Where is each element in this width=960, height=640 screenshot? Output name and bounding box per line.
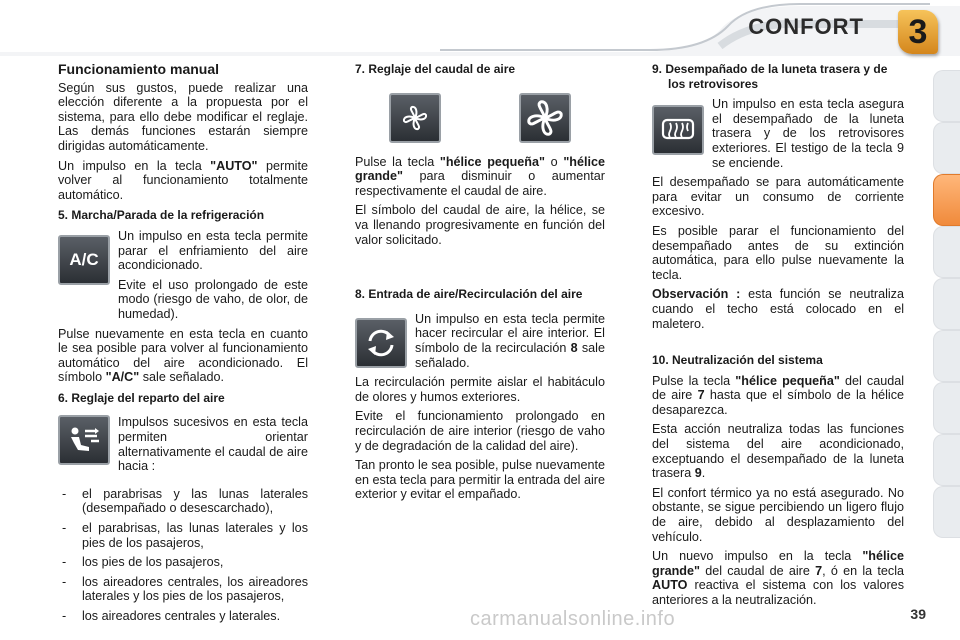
section-6-p1: Impulsos sucesivos en esta tecla permiten orientar alternativamente el caudal de aire hacia : bbox=[118, 415, 308, 474]
auto-paragraph bbox=[58, 159, 308, 203]
large-fan-icon bbox=[519, 93, 571, 143]
section-10-p2 bbox=[652, 422, 904, 480]
section-10-p3: El confort térmico ya no está asegurado. No obstante, se sigue percibiendo un ligero flujo de aire, debido al desplazamiento del vehículo. bbox=[652, 485, 904, 544]
section-5-p1: Un impulso en esta tecla permite parar el enfriamiento del aire acondicionado. bbox=[118, 228, 308, 273]
list-item: - los pies de los pasajeros, bbox=[58, 555, 308, 570]
side-tab-9[interactable] bbox=[933, 486, 960, 538]
section-9-p3: Es posible parar el funcionamiento del desempañado antes de su extinción automática, para ello pulse nuevamente la tecla. bbox=[652, 223, 904, 282]
auto-key-label: "AUTO" bbox=[210, 158, 258, 173]
side-tab-1[interactable] bbox=[933, 70, 960, 122]
s10-p1-number: 7 bbox=[697, 388, 705, 403]
s7-large-fan-label: "hélice grande" bbox=[355, 154, 605, 184]
recirculation-icon bbox=[355, 318, 407, 368]
air-distribution-icon bbox=[58, 415, 110, 465]
s8-p1-post: sale señalado. bbox=[415, 340, 605, 370]
section-7-title: 7. Reglaje del caudal de aire bbox=[355, 62, 516, 76]
side-tab-6[interactable] bbox=[933, 330, 960, 382]
section-6-title: 6. Reglaje del reparto del aire bbox=[58, 390, 225, 405]
recirculation-glyph bbox=[364, 326, 398, 360]
fan-buttons bbox=[355, 93, 605, 143]
section-5-title: 5. Marcha/Parada de la refrigeración bbox=[58, 208, 265, 223]
intro-paragraph: Según sus gustos, puede realizar una elección diferente a la propuesta por el sistema, para ello debe modificar el reglaje. Las demás funciones estarán siempre dirigidas automáticamente. bbox=[58, 80, 308, 153]
side-tab-3-active[interactable] bbox=[933, 174, 960, 226]
s5-ac-symbol: "A/C" bbox=[105, 370, 140, 385]
column-2 bbox=[355, 62, 605, 507]
s5-p3-pre: Pulse nuevamente en esta tecla en cuanto le sea posible para volver al funcionamiento automático del aire acondicionado. El símbolo bbox=[58, 326, 308, 385]
section-8-p3: Evite el funcionamiento prolongado en recirculación de aire interior (riesgo de vaho y de degradación de la calidad del aire). bbox=[355, 409, 605, 453]
section-8-p2: La recirculación permite aislar el habitáculo de olores y humos exteriores. bbox=[355, 375, 605, 404]
section-5-p3 bbox=[58, 327, 308, 385]
s10-auto-label: AUTO bbox=[652, 578, 688, 593]
section-9-observation bbox=[652, 287, 904, 331]
air-distribution-list bbox=[58, 487, 308, 624]
section-8-p4: Tan pronto le sea posible, pulse nuevamente en esta tecla para permitir la entrada del aire exterior y evitar el empañado. bbox=[355, 458, 605, 502]
s7-text-a: Pulse la tecla bbox=[355, 154, 440, 169]
side-tab-4[interactable] bbox=[933, 226, 960, 278]
air-distribution-glyph bbox=[67, 425, 101, 455]
column-1 bbox=[58, 62, 308, 629]
section-9-p2: El desempañado se para automáticamente para evitar un consumo de corriente excesivo. bbox=[652, 175, 904, 219]
chapter-number-badge: 3 bbox=[898, 10, 938, 54]
section-7-p1 bbox=[355, 155, 605, 199]
section-10-p4 bbox=[652, 549, 904, 607]
list-item: - los aireadores centrales y laterales. bbox=[58, 609, 308, 624]
s10-p2-post: . bbox=[701, 466, 706, 481]
section-9-title: 9. Desempañado de la luneta trasera y de los retrovisores bbox=[652, 62, 888, 91]
s10-p1-a: Pulse la tecla bbox=[652, 373, 736, 388]
s5-p3-post: sale señalado. bbox=[139, 370, 224, 385]
s10-p4-e: , ó en la tecla bbox=[822, 563, 905, 578]
side-tab-7[interactable] bbox=[933, 382, 960, 434]
observation-label: Observación : bbox=[652, 287, 741, 302]
section-9-block bbox=[652, 97, 904, 175]
section-5-p2: Evite el uso prolongado de este modo (riesgo de vaho, de olor, de humedad). bbox=[118, 277, 308, 321]
list-item: - el parabrisas y las lunas laterales (desempañado o desescarchado), bbox=[58, 487, 308, 516]
s10-p4-number: 7 bbox=[815, 563, 823, 578]
chapter-side-tabs bbox=[930, 70, 960, 570]
small-fan-glyph bbox=[402, 105, 428, 131]
section-8-p1 bbox=[415, 312, 605, 370]
s10-p1-e: hasta que el símbolo de la hélice desaparezca. bbox=[652, 388, 904, 417]
auto-text-post: permite volver al funcionamiento totalmente automático. bbox=[58, 158, 308, 202]
small-fan-icon bbox=[389, 93, 441, 143]
section-5-block bbox=[58, 229, 308, 322]
s10-p2-number: 9 bbox=[694, 466, 702, 481]
ac-icon-label: A/C bbox=[69, 249, 99, 269]
column-3 bbox=[652, 62, 904, 613]
side-tab-5[interactable] bbox=[933, 278, 960, 330]
s10-p1-c: del caudal de aire bbox=[652, 373, 905, 403]
observation-text: esta función se neutraliza cuando el techo está colocado en el maletero. bbox=[652, 287, 904, 331]
section-10-title: 10. Neutralización del sistema bbox=[652, 353, 823, 368]
watermark-text: carmanualsonline.info bbox=[470, 608, 676, 630]
s10-p4-c: del caudal de aire bbox=[699, 563, 816, 578]
chapter-title: CONFORT bbox=[748, 14, 864, 39]
rear-defrost-glyph bbox=[660, 117, 696, 143]
section-10-p1 bbox=[652, 374, 904, 418]
section-7-p2: El símbolo del caudal de aire, la hélice, se va llenando progresivamente en función del valor solicitado. bbox=[355, 203, 605, 247]
section-9-p1: Un impulso en esta tecla asegura el desempañado de la luneta trasera y de los retrovisores exteriores. El testigo de la tecla 9 se enciende. bbox=[712, 97, 904, 170]
ac-button-icon bbox=[58, 235, 110, 285]
s8-p1-pre: Un impulso en esta tecla permite hacer recircular el aire interior. El símbolo de la recirculación bbox=[415, 311, 605, 355]
section-8-title: 8. Entrada de aire/Recirculación del aire bbox=[355, 287, 583, 302]
s7-text-e: para disminuir o aumentar respectivamente el caudal de aire. bbox=[355, 169, 605, 198]
large-fan-glyph bbox=[526, 99, 564, 137]
s10-large-fan-label: "hélice grande" bbox=[652, 549, 904, 578]
rear-defrost-icon bbox=[652, 105, 704, 155]
s10-small-fan-label: "hélice pequeña" bbox=[735, 373, 840, 388]
section-heading-manual: Funcionamiento manual bbox=[58, 61, 220, 77]
side-tab-2[interactable] bbox=[933, 122, 960, 174]
section-6-block bbox=[58, 415, 308, 478]
s10-p4-g: reactiva el sistema con los valores anteriores a la neutralización. bbox=[652, 578, 904, 607]
auto-text-pre: Un impulso en la tecla bbox=[58, 158, 211, 173]
s7-text-c: o bbox=[544, 154, 564, 169]
s10-p2-pre: Esta acción neutraliza todas las funciones del sistema del aire acondicionado, exceptuando el desempañado de la luneta trasera bbox=[652, 422, 904, 481]
list-item: - el parabrisas, las lunas laterales y los pies de los pasajeros, bbox=[58, 521, 308, 550]
s10-p4-a: Un nuevo impulso en la tecla bbox=[652, 549, 863, 564]
section-8-block bbox=[355, 312, 605, 375]
side-tab-8[interactable] bbox=[933, 434, 960, 486]
s8-number: 8 bbox=[570, 340, 578, 355]
list-item: - los aireadores centrales, los aireadores laterales y los pies de los pasajeros, bbox=[58, 575, 308, 604]
page-number: 39 bbox=[910, 606, 926, 622]
page-header bbox=[0, 0, 960, 56]
s7-small-fan-label: "hélice pequeña" bbox=[439, 154, 545, 169]
